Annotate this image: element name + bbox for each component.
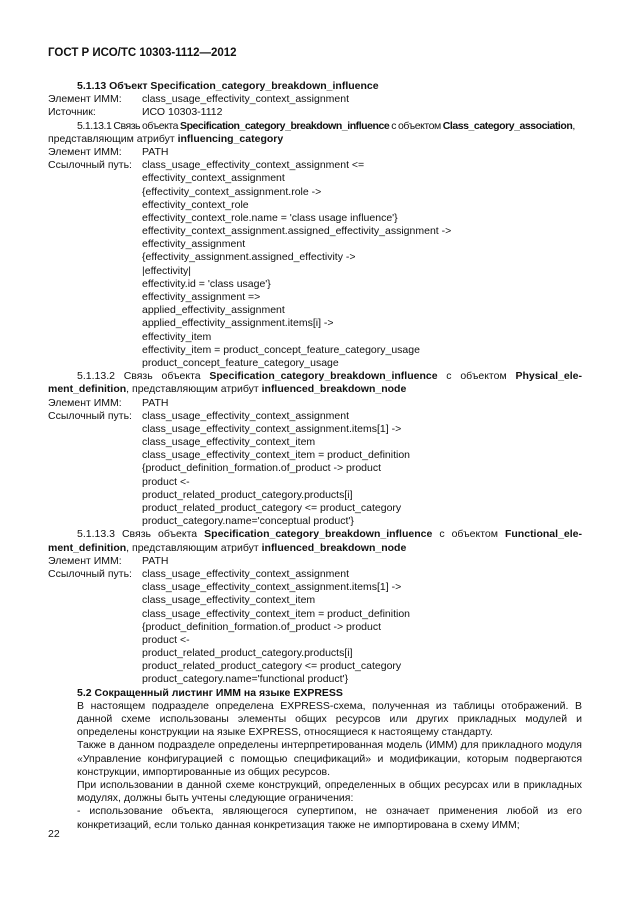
reference-path-line: product_concept_feature_category_usage (142, 356, 339, 369)
reference-path-line: effectivity_context_role (142, 198, 249, 211)
standard-header: ГОСТ Р ИСО/ТС 10303-1112—2012 (48, 47, 237, 59)
field-row-reference-path (48, 410, 582, 423)
reference-path-line: effectivity_assignment => (142, 291, 261, 303)
reference-path-line: |effectivity| (142, 264, 192, 277)
field-row-reference-path (48, 159, 582, 172)
reference-path-line: product <- (142, 633, 190, 646)
reference-path-line: product <- (142, 475, 190, 488)
field-value: class_usage_effectivity_context_assignment (142, 93, 350, 106)
reference-path-line: product_related_product_category <= product_category (142, 502, 402, 514)
field-row-reference-path (48, 568, 582, 581)
reference-path-line: effectivity_context_assignment.assigned_effectivity_assignment -> (142, 225, 452, 238)
reference-path-line: {effectivity_context_assignment.role -> (142, 185, 322, 198)
field-value: PATH (142, 145, 169, 158)
reference-path-line: product_category.name='conceptual product'} (142, 515, 354, 528)
subsection-5-1-13-3-title: 5.1.13.3 Связь объекта Specification_category_breakdown_influence с объектом Functional_ele- (77, 528, 582, 541)
section-5-1-13-heading: 5.1.13 Объект Specification_category_breakdown_influence (77, 80, 379, 92)
field-label: Элемент ИММ: (48, 396, 122, 409)
reference-path-line: {effectivity_assignment.assigned_effectivity -> (142, 251, 356, 264)
field-label: Ссылочный путь: (48, 409, 132, 422)
reference-path-line: class_usage_effectivity_context_assignment (142, 409, 350, 422)
page-number: 22 (48, 828, 60, 840)
field-value: ИСО 10303-1112 (142, 106, 223, 119)
paragraph: Также в данном подразделе определены интерпретированная модель (ИММ) для прикладного модуля «Управление конфигурацией с помощью спецификаций» и модификации, которым подвергаются конструкции, импортированные из общих ресурсов. (77, 739, 582, 778)
field-row-element (48, 146, 582, 159)
reference-path-line: class_usage_effectivity_context_item = product_definition (142, 449, 411, 462)
reference-path-line: effectivity_item = product_concept_feature_category_usage (142, 343, 420, 356)
paragraph: В настоящем подразделе определена EXPRESS-схема, полученная из таблицы отображений. В данной схеме использованы элементы общих ресурсов или других прикладных модулей и определены конструкции на языке EXPRESS, относящиеся к настоящему стандарту. (77, 699, 582, 739)
field-row-element (48, 397, 582, 410)
reference-path-line: class_usage_effectivity_context_assignment <= (142, 159, 365, 172)
reference-path-line: product_category.name='functional product'} (142, 673, 349, 686)
field-label: Элемент ИММ: (48, 145, 122, 158)
paragraph: - использование объекта, являющегося супертипом, не означает применения любой из его конкретизаций, если только данная конкретизация также не импортирована в схему ИММ; (77, 805, 582, 831)
reference-path-line: {product_definition_formation.of_product -> product (142, 462, 382, 475)
field-label: Ссылочный путь: (48, 159, 132, 172)
reference-path-line: effectivity_item (142, 330, 212, 343)
reference-path-line: product_related_product_category.products[i] (142, 488, 353, 501)
field-label: Элемент ИММ: (48, 554, 122, 567)
reference-path-line: product_related_product_category.products[i] (142, 647, 353, 660)
field-label: Источник: (48, 106, 96, 119)
field-row-source (48, 106, 582, 119)
field-row-element (48, 93, 582, 106)
reference-path-line: class_usage_effectivity_context_assignment.items[1] -> (142, 422, 402, 435)
reference-path-line: effectivity_context_assignment (142, 172, 285, 185)
reference-path-line: class_usage_effectivity_context_item (142, 594, 316, 607)
field-label: Ссылочный путь: (48, 567, 132, 580)
reference-path-line: class_usage_effectivity_context_assignment (142, 567, 350, 580)
field-value: PATH (142, 396, 169, 409)
reference-path-line: class_usage_effectivity_context_item (142, 436, 316, 449)
subsection-5-1-13-2-title: 5.1.13.2 Связь объекта Specification_category_breakdown_influence с объектом Physical_ele- (77, 370, 582, 383)
subsection-5-1-13-2-title-cont: ment_definition, представляющим атрибут influenced_breakdown_node (48, 383, 407, 396)
reference-path-line: applied_effectivity_assignment.items[i] -> (142, 317, 334, 330)
field-label: Элемент ИММ: (48, 93, 122, 106)
reference-path-line: effectivity_assignment (142, 238, 246, 251)
reference-path-line: class_usage_effectivity_context_item = product_definition (142, 607, 411, 620)
paragraph: При использовании в данной схеме конструкций, определенных в общих ресурсах или в прикладных модулях, должны быть учтены следующие ограничения: (77, 779, 582, 805)
section-5-2-heading: 5.2 Сокращенный листинг ИММ на языке EXPRESS (77, 686, 343, 699)
reference-path-line: class_usage_effectivity_context_assignment.items[1] -> (142, 581, 402, 594)
reference-path-line: {product_definition_formation.of_product -> product (142, 620, 382, 633)
reference-path-line: effectivity.id = 'class usage'} (142, 277, 271, 290)
section-5-2-text (48, 700, 582, 832)
reference-path-line: product_related_product_category <= product_category (142, 660, 402, 673)
subsection-5-1-13-1-title-cont: представляющим атрибут influencing_category (48, 132, 284, 145)
reference-path-line: applied_effectivity_assignment (142, 304, 285, 317)
field-row-element (48, 555, 582, 568)
subsection-5-1-13-3-title-cont: ment_definition, представляющим атрибут influenced_breakdown_node (48, 541, 407, 554)
reference-path-line: effectivity_context_role.name = 'class usage influence'} (142, 211, 398, 224)
subsection-5-1-13-1-title: 5.1.13.1 Связь объекта Specification_category_breakdown_influence с объектом Class_category_association, (77, 119, 575, 132)
field-value: PATH (142, 554, 169, 567)
page-body (48, 80, 582, 832)
